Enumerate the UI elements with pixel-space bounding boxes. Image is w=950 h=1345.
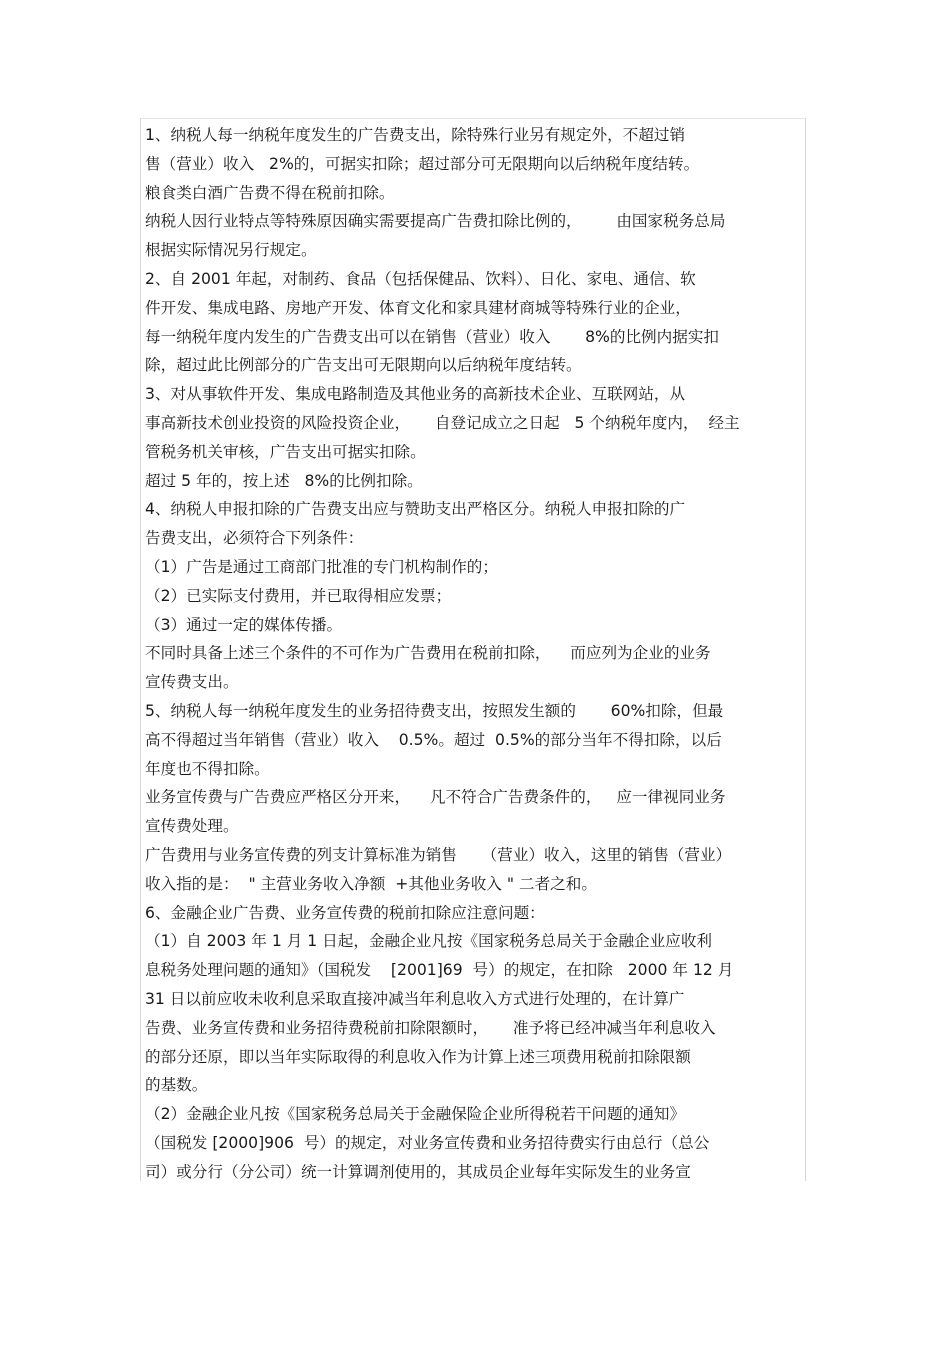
document-body [145, 121, 806, 1181]
text-line: 息税务处理问题的通知》（国税发 [2001]69 号）的规定，在扣除 2000 年 12 月 [145, 961, 734, 980]
text-line: （国税发 [2000]906 号）的规定，对业务宣传费和业务招待费实行由总行（总公 [145, 1133, 710, 1152]
text-line: 售（营业）收入 2%的，可据实扣除；超过部分可无限期向以后纳税年度结转。 [145, 154, 700, 173]
text-line: 宣传费支出。 [145, 673, 239, 692]
text-line: 事高新技术创业投资的风险投资企业， 自登记成立之日起 5 个纳税年度内， 经主 [145, 413, 740, 432]
text-line: 高不得超过当年销售（营业）收入 0.5%。超过 0.5%的部分当年不得扣除，以后 [145, 730, 722, 749]
text-line: 广告费用与业务宣传费的列支计算标准为销售 （营业）收入，这里的销售（营业） [145, 845, 732, 864]
text-line: 超过 5 年的，按上述 8%的比例扣除。 [145, 471, 423, 490]
text-line: 司）或分行（分公司）统一计算调剂使用的，其成员企业每年实际发生的业务宣 [145, 1162, 691, 1181]
text-line: 6、金融企业广告费、业务宣传费的税前扣除应注意问题： [145, 903, 545, 922]
text-line: 告费、业务宣传费和业务招待费税前扣除限额时， 准予将已经冲减当年利息收入 [145, 1018, 716, 1037]
text-line: （1）广告是通过工商部门批准的专门机构制作的； [145, 557, 498, 576]
text-line: 收入指的是： " 主营业务收入净额 +其他业务收入 " 二者之和。 [145, 874, 597, 893]
text-line: （1）自 2003 年 1 月 1 日起，金融企业凡按《国家税务总局关于金融企业应收利 [145, 932, 713, 951]
text-line: 1、纳税人每一纳税年度发生的广告费支出，除特殊行业另有规定外，不超过销 [145, 126, 686, 144]
text-line: 除，超过此比例部分的广告支出可无限期向以后纳税年度结转。 [145, 356, 582, 375]
text-line: 管税务机关审核，广告支出可据实扣除。 [145, 442, 426, 461]
text-line: 年度也不得扣除。 [145, 759, 270, 778]
text-line: 宣传费处理。 [145, 817, 239, 836]
text-line: 每一纳税年度内发生的广告费支出可以在销售（营业）收入 8%的比例内据实扣 [145, 327, 720, 346]
document-page [140, 118, 806, 1181]
text-line: 根据实际情况另行规定。 [145, 241, 317, 260]
text-line: 3、对从事软件开发、集成电路制造及其他业务的高新技术企业、互联网站，从 [145, 385, 686, 404]
text-line: 31 日以前应收未收利息采取直接冲减当年利息收入方式进行处理的，在计算广 [145, 989, 685, 1008]
text-line: 粮食类白酒广告费不得在税前扣除。 [145, 183, 395, 202]
text-line: 的基数。 [145, 1076, 208, 1095]
text-line: 件开发、集成电路、房地产开发、体育文化和家具建材商城等特殊行业的企业， [145, 298, 691, 317]
text-line: 告费支出，必须符合下列条件： [145, 529, 364, 548]
text-line: 纳税人因行业特点等特殊原因确实需要提高广告费扣除比例的， 由国家税务总局 [145, 212, 726, 231]
text-line: （2）已实际支付费用，并已取得相应发票； [145, 586, 452, 605]
text-line: 的部分还原，即以当年实际取得的利息收入作为计算上述三项费用税前扣除限额 [145, 1047, 691, 1066]
text-line: 业务宣传费与广告费应严格区分开来， 凡不符合广告费条件的， 应一律视同业务 [145, 788, 726, 807]
text-line: 4、纳税人申报扣除的广告费支出应与赞助支出严格区分。纳税人申报扣除的广 [145, 500, 686, 519]
text-line: 2、自 2001 年起，对制药、食品（包括保健品、饮料）、日化、家电、通信、软 [145, 269, 696, 288]
text-line: 5、纳税人每一纳税年度发生的业务招待费支出，按照发生额的 60%扣除，但最 [145, 701, 724, 720]
text-line: （3）通过一定的媒体传播。 [145, 615, 343, 634]
text-line: 不同时具备上述三个条件的不可作为广告费用在税前扣除， 而应列为企业的业务 [145, 644, 711, 663]
text-line: （2）金融企业凡按《国家税务总局关于金融保险企业所得税若干问题的通知》 [145, 1105, 686, 1124]
